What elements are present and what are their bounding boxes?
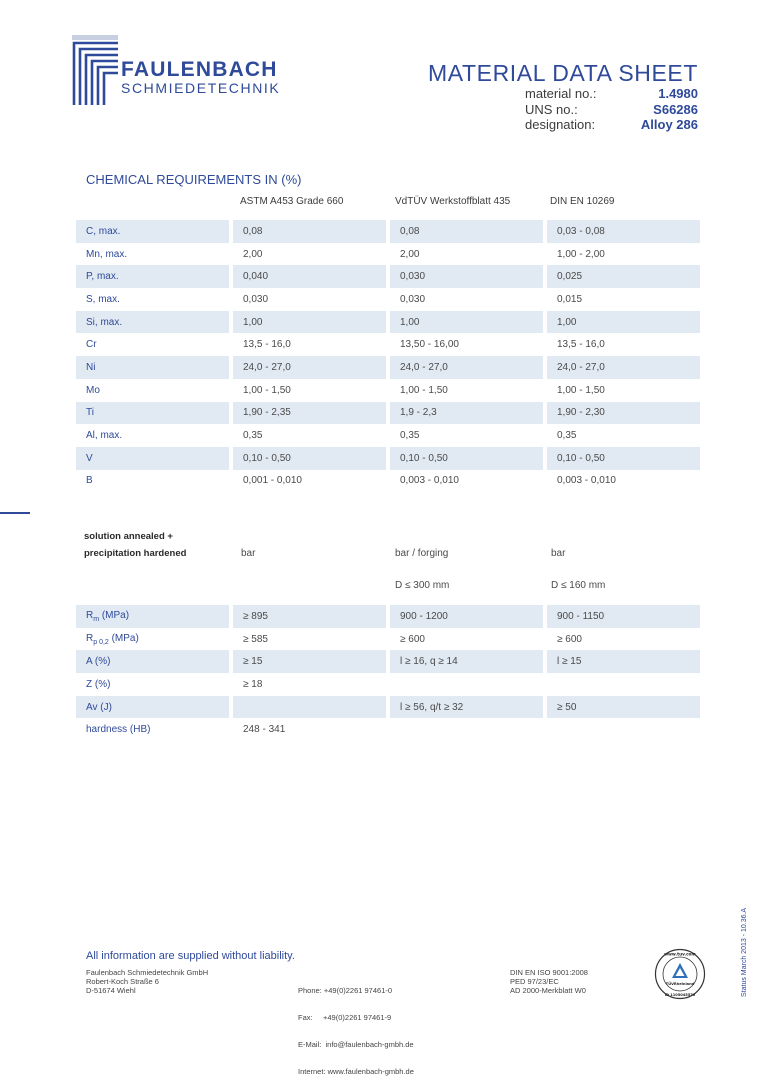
table-cell: l ≥ 56, q/t ≥ 32	[390, 696, 543, 719]
table-row	[76, 650, 700, 673]
table-cell: 1,00 - 1,50	[243, 384, 291, 396]
table-cell: 0,030	[390, 265, 543, 288]
property-label-main: Z (%)	[86, 678, 111, 690]
table-cell: ≥ 50	[547, 696, 700, 719]
address-line: D-51674 Wiehl	[86, 986, 136, 995]
table-cell: 1,00 - 1,50	[557, 384, 605, 396]
element-label: Ni	[76, 356, 229, 379]
side-marker	[0, 512, 30, 514]
property-label-subscript: p 0,2	[93, 638, 109, 646]
table-cell: 0,001 - 0,010	[243, 475, 302, 487]
table-cell: 1,9 - 2,3	[390, 402, 543, 425]
table-row	[76, 288, 700, 311]
table-row	[76, 356, 700, 379]
document-title: MATERIAL DATA SHEET	[428, 60, 698, 86]
seal-top-text: www.tuv.com	[664, 951, 696, 957]
contact-phone: Phone: +49(0)2261 97461-0	[298, 986, 393, 995]
table-cell: 0,030	[243, 293, 269, 305]
table-cell	[547, 718, 700, 741]
condition-line-2: precipitation hardened	[84, 548, 187, 559]
element-label: P, max.	[76, 265, 229, 288]
table-row	[76, 718, 700, 741]
element-label: Mo	[86, 384, 100, 396]
table-cell: 1,00	[233, 311, 386, 334]
element-label: Ti	[76, 402, 229, 425]
table-row	[76, 696, 700, 719]
footer-contact	[298, 968, 414, 1085]
table-cell: 13,5 - 16,0	[243, 339, 291, 351]
seal-id-text: ID 1105045576	[664, 993, 696, 997]
designation-label: designation:	[525, 117, 596, 132]
table-cell: 0,03 - 0,08	[547, 220, 700, 243]
seal-mid-text: TÜVRheinland	[665, 982, 695, 986]
table-cell: 1,00	[547, 311, 700, 334]
table-cell: 1,00 - 1,50	[400, 384, 448, 396]
table-cell: 0,003 - 0,010	[400, 475, 459, 487]
product-form-vdtuv: bar / forging	[395, 548, 449, 559]
table-cell: 0,025	[547, 265, 700, 288]
table-row	[76, 243, 700, 266]
table-cell: 0,08	[233, 220, 386, 243]
column-header-din: DIN EN 10269	[550, 196, 615, 207]
table-cell: 0,015	[557, 293, 583, 305]
element-label: Al, max.	[86, 430, 123, 442]
chemical-table	[72, 220, 704, 492]
element-label: B	[86, 475, 93, 487]
property-label-main: Av (J)	[86, 701, 112, 713]
table-row	[76, 333, 700, 356]
table-cell: l ≥ 16, q ≥ 14	[390, 650, 543, 673]
element-label: V	[76, 447, 229, 470]
table-cell: 900 - 1200	[390, 605, 543, 628]
cert-line: PED 97/23/EC	[510, 977, 559, 986]
table-cell	[390, 673, 543, 696]
company-logo-icon	[72, 35, 118, 105]
property-label	[76, 673, 229, 696]
table-cell: 1,90 - 2,30	[547, 402, 700, 425]
table-cell	[547, 673, 700, 696]
column-header-vdtuv: VdTÜV Werkstoffblatt 435	[395, 196, 511, 207]
table-cell: 0,10 - 0,50	[233, 447, 386, 470]
property-label-main: R	[86, 632, 94, 644]
property-label	[76, 696, 229, 719]
table-cell	[390, 718, 543, 741]
dimension-din: D ≤ 160 mm	[551, 580, 606, 591]
table-cell: 0,10 - 0,50	[390, 447, 543, 470]
tuv-certification-seal-icon	[654, 948, 706, 1000]
footer-certifications	[510, 968, 588, 995]
table-cell: 2,00	[400, 248, 420, 260]
table-row	[76, 673, 700, 696]
table-cell: 24,0 - 27,0	[390, 356, 543, 379]
table-cell: 0,040	[233, 265, 386, 288]
element-label: C, max.	[76, 220, 229, 243]
uns-no-label: UNS no.:	[525, 102, 578, 117]
table-cell: 24,0 - 27,0	[233, 356, 386, 379]
table-cell: 1,00	[390, 311, 543, 334]
product-form-astm: bar	[241, 548, 256, 559]
table-row	[76, 447, 700, 470]
contact-fax: Fax: +49(0)2261 97461-9	[298, 1013, 392, 1022]
element-label: Si, max.	[76, 311, 229, 334]
table-cell: ≥ 15	[233, 650, 386, 673]
property-label-unit: (MPa)	[108, 632, 139, 644]
table-cell: 248 - 341	[243, 724, 286, 736]
table-cell: 0,030	[400, 293, 426, 305]
brand-name: FAULENBACH	[121, 58, 278, 81]
chemical-section-title: CHEMICAL REQUIREMENTS IN (%)	[86, 172, 302, 187]
property-label	[76, 605, 229, 628]
table-cell: 24,0 - 27,0	[547, 356, 700, 379]
table-cell: 0,003 - 0,010	[557, 475, 616, 487]
table-cell: 1,00 - 2,00	[557, 248, 605, 260]
contact-website-link[interactable]: Internet: www.faulenbach-gmbh.de	[298, 1067, 414, 1076]
property-label-subscript: m	[93, 615, 100, 623]
liability-note: All information are supplied without liability.	[86, 950, 295, 962]
table-row	[76, 265, 700, 288]
table-row	[76, 311, 700, 334]
brand-subtitle: SCHMIEDETECHNIK	[121, 80, 281, 96]
table-row	[76, 424, 700, 447]
table-cell: l ≥ 15	[547, 650, 700, 673]
property-label-unit: (MPa)	[99, 609, 130, 621]
table-cell: 0,35	[400, 430, 420, 442]
table-cell: 2,00	[243, 248, 263, 260]
table-cell: ≥ 600	[557, 633, 582, 645]
table-cell: 13,50 - 16,00	[400, 339, 459, 351]
table-cell: 0,08	[390, 220, 543, 243]
table-cell: ≥ 895	[233, 605, 386, 628]
mechanical-table	[72, 605, 704, 741]
product-form-din: bar	[551, 548, 566, 559]
table-row	[76, 402, 700, 425]
element-label: Cr	[86, 339, 97, 351]
table-cell: ≥ 600	[400, 633, 425, 645]
table-cell: 0,35	[557, 430, 577, 442]
uns-no-value: S66286	[653, 102, 698, 117]
property-label	[76, 718, 229, 741]
table-row	[76, 605, 700, 628]
table-cell: 1,90 - 2,35	[233, 402, 386, 425]
designation-value: Alloy 286	[640, 117, 698, 132]
column-header-astm: ASTM A453 Grade 660	[240, 196, 344, 207]
element-label: S, max.	[86, 293, 120, 305]
address-line: Faulenbach Schmiedetechnik GmbH	[86, 968, 209, 977]
property-label-main: hardness (HB)	[86, 724, 151, 736]
property-label-main: A (%)	[86, 656, 111, 668]
table-row	[76, 470, 700, 493]
property-label	[76, 650, 229, 673]
table-row	[76, 379, 700, 402]
material-no-value: 1.4980	[658, 86, 698, 101]
element-label: Mn, max.	[86, 248, 128, 260]
cert-line: AD 2000-Merkblatt W0	[510, 986, 586, 995]
condition-line-1: solution annealed +	[84, 531, 173, 542]
table-cell: 0,10 - 0,50	[547, 447, 700, 470]
table-cell: ≥ 18	[243, 678, 263, 690]
contact-email-link[interactable]: E-Mail: info@faulenbach-gmbh.de	[298, 1040, 414, 1049]
table-cell: 13,5 - 16,0	[557, 339, 605, 351]
table-cell: 0,35	[243, 430, 263, 442]
table-cell: ≥ 585	[243, 633, 268, 645]
property-label	[76, 628, 229, 651]
table-row	[76, 628, 700, 651]
table-row	[76, 220, 700, 243]
material-no-label: material no.:	[525, 86, 597, 101]
dimension-vdtuv: D ≤ 300 mm	[395, 580, 450, 591]
cert-line: DIN EN ISO 9001:2008	[510, 968, 588, 977]
table-cell	[233, 696, 386, 719]
property-label-main: R	[86, 609, 94, 621]
table-cell: 900 - 1150	[547, 605, 700, 628]
address-line: Robert-Koch Straße 6	[86, 977, 159, 986]
status-note: Status March 2013 - 10.36.A	[741, 907, 748, 997]
footer-address	[86, 968, 208, 995]
